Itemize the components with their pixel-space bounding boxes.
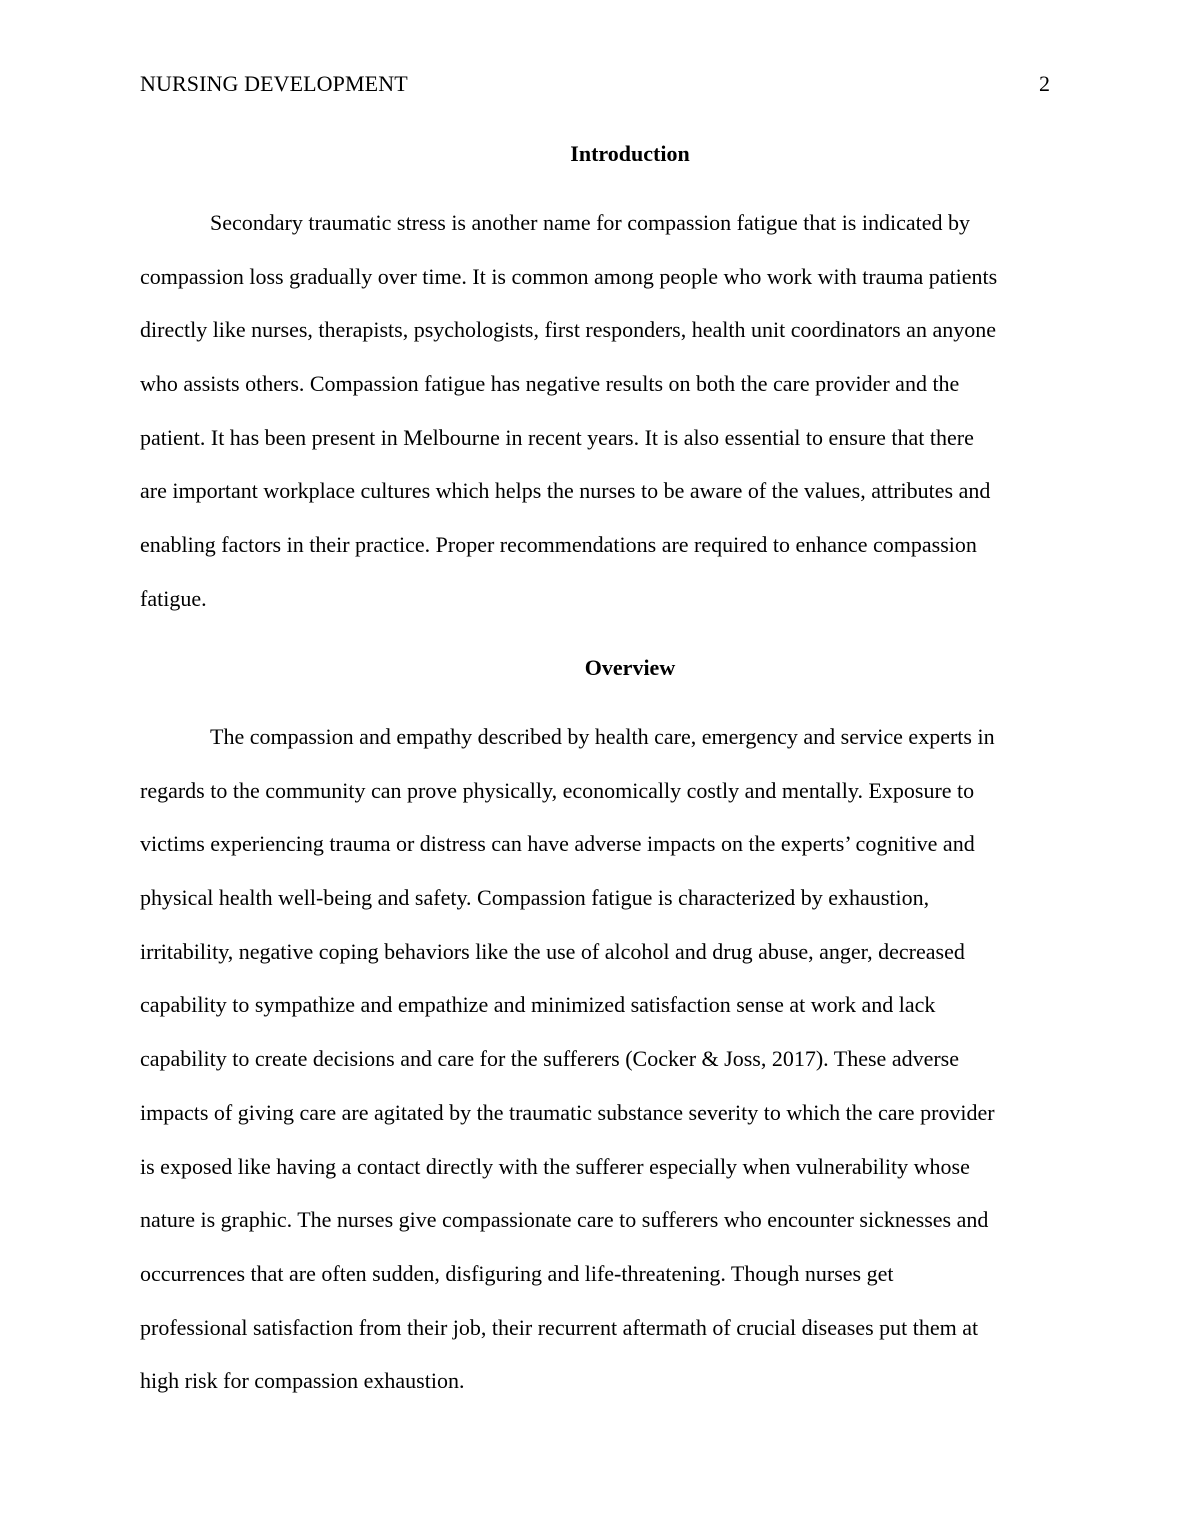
- paragraph-line: physical health well-being and safety. Compassion fatigue is characterized by exhaustion,: [140, 885, 930, 911]
- running-head: NURSING DEVELOPMENT: [140, 71, 408, 96]
- paragraph-line: compassion loss gradually over time. It is common among people who work with trauma patients: [140, 263, 998, 289]
- paragraph-line: nature is graphic. The nurses give compassionate care to sufferers who encounter sicknesses and: [140, 1207, 989, 1233]
- section-heading-introduction: Introduction: [570, 141, 690, 166]
- paragraph-line: capability to create decisions and care for the sufferers (Cocker & Joss, 2017). These adverse: [140, 1046, 959, 1072]
- overview-paragraph: [140, 723, 1055, 1421]
- section-heading-overview: Overview: [584, 655, 676, 680]
- paragraph-line: victims experiencing trauma or distress can have adverse impacts on the experts’ cognitive and: [140, 831, 975, 857]
- paragraph-line: are important workplace cultures which helps the nurses to be aware of the values, attributes and: [140, 478, 991, 504]
- paragraph-line: who assists others. Compassion fatigue has negative results on both the care provider and the: [140, 371, 960, 397]
- introduction-paragraph: [140, 209, 1055, 639]
- paragraph-line: irritability, negative coping behaviors like the use of alcohol and drug abuse, anger, decreased: [140, 938, 965, 964]
- page-number: 2: [1039, 71, 1050, 96]
- paragraph-line: patient. It has been present in Melbourne in recent years. It is also essential to ensure that there: [140, 424, 974, 450]
- paragraph-line: Secondary traumatic stress is another name for compassion fatigue that is indicated by: [210, 210, 970, 235]
- paragraph-line: regards to the community can prove physically, economically costly and mentally. Exposure to: [140, 777, 975, 803]
- paragraph-line: professional satisfaction from their job, their recurrent aftermath of crucial diseases put them at: [140, 1314, 979, 1340]
- paragraph-line: impacts of giving care are agitated by the traumatic substance severity to which the care provider: [140, 1099, 995, 1125]
- paragraph-line: enabling factors in their practice. Proper recommendations are required to enhance compassion: [140, 532, 977, 558]
- paragraph-line: is exposed like having a contact directly with the sufferer especially when vulnerability whose: [140, 1153, 970, 1179]
- paragraph-line: capability to sympathize and empathize and minimized satisfaction sense at work and lack: [140, 992, 936, 1018]
- paragraph-line: occurrences that are often sudden, disfiguring and life-threatening. Though nurses get: [140, 1260, 894, 1286]
- paragraph-line: fatigue.: [140, 585, 207, 611]
- paragraph-line: high risk for compassion exhaustion.: [140, 1368, 465, 1394]
- paragraph-line: directly like nurses, therapists, psychologists, first responders, health unit coordinators an anyone: [140, 317, 996, 343]
- paragraph-line: The compassion and empathy described by health care, emergency and service experts in: [210, 724, 995, 749]
